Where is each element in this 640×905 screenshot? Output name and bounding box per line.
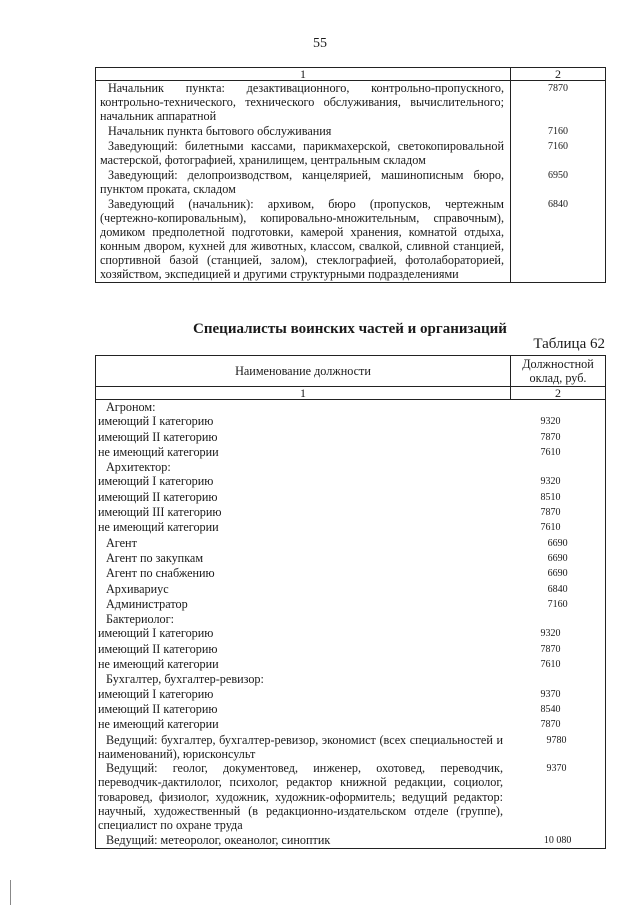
- salary-value: 9320: [540, 476, 561, 488]
- table-row: [96, 566, 605, 581]
- section-title: Специалисты воинских частей и организаций: [193, 321, 507, 337]
- salary-value: 7870: [540, 719, 561, 731]
- salary-value: 8510: [540, 491, 561, 503]
- table-row: [96, 460, 605, 474]
- salary-value: 7870: [540, 431, 561, 443]
- table-row: [96, 505, 605, 520]
- table-row: [96, 124, 606, 139]
- table-row: [96, 551, 605, 566]
- table-row: [96, 657, 605, 672]
- position-group-name: Агроном:: [106, 400, 156, 414]
- salary-value: [510, 460, 605, 461]
- salary-value: 7610: [540, 659, 561, 671]
- position-name: Агент по снабжению: [106, 566, 215, 581]
- column-number-2: 2: [511, 387, 606, 400]
- position-name: не имеющий категории: [98, 520, 219, 535]
- table-body-cell: [96, 400, 606, 849]
- salary-value: 9320: [540, 416, 561, 428]
- salary-value: 7610: [540, 446, 561, 458]
- position-name: Архивариус: [106, 581, 169, 596]
- position-name: имеющий II категорию: [98, 641, 218, 656]
- table-row: [96, 414, 605, 429]
- salary-value: 7870: [540, 643, 561, 655]
- header-salary: Должностной оклад, руб.: [511, 356, 606, 387]
- position-name: Ведущий: бухгалтер, бухгалтер-ревизор, экономист (всех специальностей и наименований), юрисконсульт: [98, 732, 503, 761]
- position-name: имеющий III категорию: [98, 505, 222, 520]
- position-name: Заведующий: делопроизводством, канцелярией, машинописным бюро, пунктом проката, складом: [96, 168, 511, 197]
- salary-value: 7870: [540, 507, 561, 519]
- position-name: Начальник пункта бытового обслуживания: [96, 124, 511, 139]
- salary-value: 7160: [547, 598, 568, 610]
- table-row: [96, 597, 605, 612]
- table-row: [96, 445, 605, 460]
- column-number-row: [96, 68, 606, 81]
- position-name: имеющий II категорию: [98, 701, 218, 716]
- salary-value: 6690: [547, 568, 568, 580]
- salary-value: 10 080: [543, 834, 572, 846]
- salary-value: 7160: [511, 124, 606, 139]
- table-row: [96, 702, 605, 717]
- table-body: [96, 400, 606, 849]
- position-name: не имеющий категории: [98, 717, 219, 732]
- salary-value: 6950: [511, 168, 606, 197]
- table-row: [96, 733, 605, 762]
- column-number-1: 1: [96, 387, 511, 400]
- table-row: [96, 612, 605, 626]
- salary-value: 9370: [546, 763, 567, 775]
- table-row: [96, 626, 605, 641]
- salary-value: [510, 400, 605, 401]
- position-name: Ведущий: геолог, документовед, инженер, охотовед, переводчик, переводчик-дактилолог, психолог, редактор книжной редакции, социолог, товаровед, физиолог, художник, художник-оформитель; ведущий редактор: научный, художественный (в редакционно-издательском отделе (группе), специалист по охране труда: [98, 761, 503, 833]
- position-name: имеющий II категорию: [98, 429, 218, 444]
- salary-value: 6840: [511, 197, 606, 283]
- table-row: [96, 400, 605, 414]
- position-name: не имеющий категории: [98, 444, 219, 459]
- salary-value: [510, 612, 605, 613]
- column-number-1: 1: [96, 68, 511, 81]
- column-number-2: 2: [511, 68, 606, 81]
- column-number-row: [96, 387, 606, 400]
- table-row: [96, 582, 605, 597]
- salary-value: 8540: [540, 703, 561, 715]
- position-name: не имеющий категории: [98, 657, 219, 672]
- position-name: Заведующий: билетными кассами, парикмахерской, светокопировальной мастерской, фотографией, хранилищем, центральным складом: [96, 139, 511, 168]
- table-row: [96, 761, 605, 832]
- position-name: имеющий I категорию: [98, 414, 214, 429]
- table-row: [96, 672, 605, 686]
- position-name: имеющий II категорию: [98, 489, 218, 504]
- position-name: Администратор: [106, 596, 188, 611]
- salary-value: 6690: [547, 552, 568, 564]
- salary-value: 7610: [540, 522, 561, 534]
- position-group-name: Бактериолог:: [106, 612, 175, 627]
- table-row: [96, 490, 605, 505]
- salary-value: 9780: [546, 734, 567, 746]
- table-row: [96, 642, 605, 657]
- table-row: [96, 197, 606, 283]
- position-name: Ведущий: метеоролог, океанолог, синоптик: [106, 832, 331, 847]
- table-row: [96, 833, 605, 848]
- salary-value: [510, 672, 605, 673]
- position-name: Агент по закупкам: [106, 550, 204, 565]
- salary-value: 7870: [511, 81, 606, 125]
- table-row: [96, 717, 605, 732]
- position-name: Начальник пункта: дезактивационного, контрольно-пропускного, контрольно-технического, технического обслуживания, вычислительного; начальник аппаратной: [96, 81, 511, 125]
- table-row: [96, 474, 605, 489]
- scan-edge-mark: [10, 880, 11, 905]
- position-name: Заведующий (начальник): архивом, бюро (пропусков, чертежным (чертежно-копировальным), копировально-множительным, справочным), домиком предполетной подготовки, камерой хранения, комнатой отдыха, конным двором, кухней для животных, классом, свалкой, сливной станцией, спортивной базой (станцией, залом), стеклографией, фотолабораторией, хозяйством, экспедицией и другими структурными подразделениями: [96, 197, 511, 283]
- table-row: [96, 520, 605, 535]
- table-row: [96, 139, 606, 168]
- table-row: [96, 687, 605, 702]
- position-name: имеющий I категорию: [98, 686, 214, 701]
- page-number: 55: [313, 36, 327, 51]
- table-row: [96, 168, 606, 197]
- header-position-name: Наименование должности: [96, 356, 511, 387]
- header-row: [96, 356, 606, 387]
- table-row: [96, 430, 605, 445]
- continuation-table: [95, 67, 606, 283]
- position-group-name: Бухгалтер, бухгалтер-ревизор:: [106, 672, 264, 687]
- table-row: [96, 81, 606, 125]
- salary-table: [95, 355, 606, 849]
- salary-value: 6690: [547, 537, 568, 549]
- salary-value: 9370: [540, 688, 561, 700]
- table-label: Таблица 62: [533, 336, 605, 352]
- position-name: имеющий I категорию: [98, 626, 214, 641]
- position-name: Агент: [106, 535, 137, 550]
- position-group-name: Архитектор:: [106, 460, 171, 475]
- salary-value: 7160: [511, 139, 606, 168]
- salary-value: 6840: [547, 583, 568, 595]
- salary-value: 9320: [540, 628, 561, 640]
- table-row: [96, 536, 605, 551]
- position-name: имеющий I категорию: [98, 474, 214, 489]
